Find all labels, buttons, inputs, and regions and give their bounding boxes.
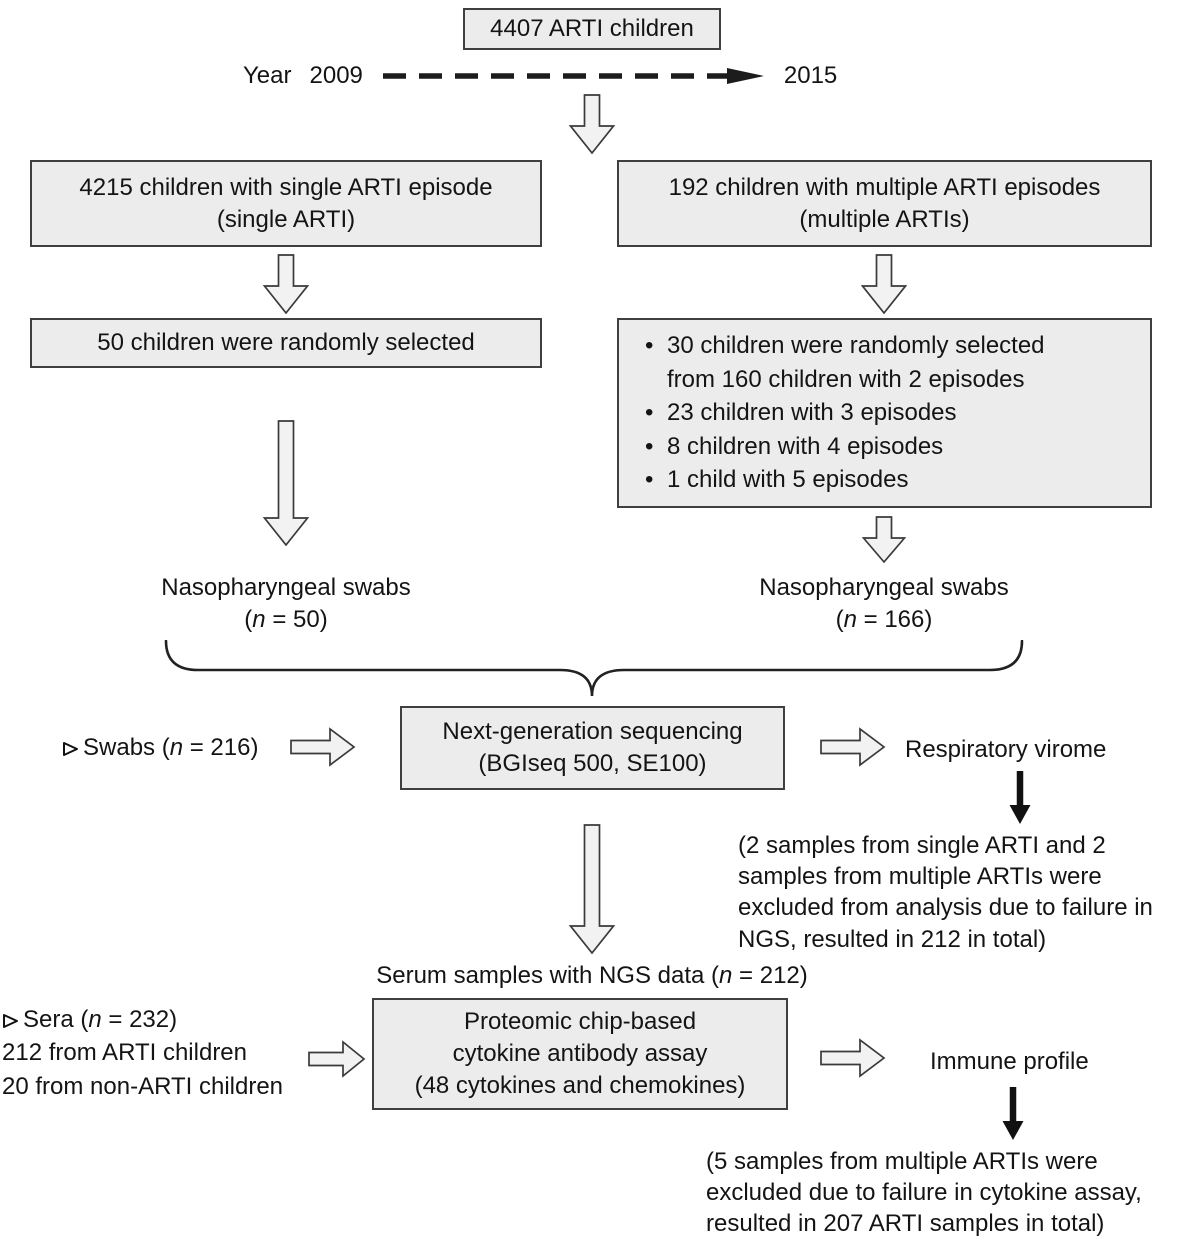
swabs-right-count [704, 604, 1064, 636]
swabs-left-label [106, 572, 466, 635]
single-arti-box [30, 160, 542, 247]
list-item-text: 1 child with 5 episodes [667, 466, 909, 494]
proteomic-line3: (48 cytokines and chemokines) [414, 1071, 746, 1099]
sera-input-line2: 212 from ARTI children [2, 1038, 248, 1066]
text-fragment: Sera ( [23, 1006, 89, 1033]
arrowhead-pointer-icon [62, 739, 80, 759]
sera-input-line1 [2, 1004, 302, 1036]
swabs-right-title: Nasopharyngeal swabs [759, 574, 1009, 601]
right-block-arrow-icon [308, 1040, 366, 1078]
text-fragment: = 166) [856, 605, 933, 633]
text-fragment: n [252, 605, 266, 633]
text-fragment: n [719, 962, 733, 989]
multiple-arti-line1: 192 children with multiple ARTI episodes [668, 173, 1101, 201]
down-block-arrow-icon [263, 254, 309, 314]
curly-brace-icon [164, 640, 1024, 700]
right-block-arrow-icon [290, 727, 356, 767]
single-selected-label: 50 children were randomly selected [97, 329, 475, 357]
right-block-arrow-icon [820, 1038, 886, 1078]
solid-down-arrow-icon [1007, 770, 1033, 826]
swabs-input-text [83, 732, 258, 764]
timeline-start-year: 2009 [309, 62, 363, 89]
proteomic-line1: Proteomic chip-based [463, 1008, 697, 1036]
ngs-line2: (BGIseq 500, SE100) [478, 750, 707, 777]
ngs-exclusion-note: (2 samples from single ARTI and 2 samples from multiple ARTIs were excluded from analysis due to failure in NGS, resulted in 212 in total) [738, 832, 1153, 953]
multiple-selected-box [617, 318, 1152, 508]
text-fragment: Serum samples with NGS data ( [376, 962, 720, 989]
ngs-box [400, 706, 785, 790]
swabs-left-title: Nasopharyngeal swabs [161, 574, 411, 601]
swabs-right-label [704, 572, 1064, 635]
swabs-input-label [62, 732, 258, 764]
single-arti-line2: (single ARTI) [216, 205, 356, 233]
single-selected-box [30, 318, 542, 368]
proteomic-box [372, 998, 788, 1110]
down-block-arrow-icon [569, 824, 615, 954]
sera-input-line3: 20 from non-ARTI children [2, 1072, 284, 1100]
solid-down-arrow-icon [1000, 1086, 1026, 1142]
serum-caption [292, 960, 892, 992]
down-block-arrow-icon [862, 516, 906, 564]
list-item [645, 396, 957, 430]
arti-children-label: 4407 ARTI children [490, 15, 694, 43]
list-item-text: 23 children with 3 episodes [667, 399, 957, 427]
multiple-arti-box [617, 160, 1152, 247]
down-block-arrow-icon [263, 420, 309, 546]
text-fragment: n [843, 605, 857, 633]
bullet-icon: • [645, 332, 654, 360]
list-item-text: 30 children were randomly selected from 160 children with 2 episodes [667, 332, 1045, 393]
sera-input-label [2, 1004, 302, 1104]
proteomic-line2: cytokine antibody assay [452, 1040, 708, 1068]
single-arti-line1: 4215 children with single ARTI episode [79, 173, 493, 201]
text-fragment: = 212) [732, 962, 808, 989]
timeline-end-year: 2015 [783, 62, 838, 89]
swabs-left-count [106, 604, 466, 636]
cytokine-exclusion-note: (5 samples from multiple ARTIs were excluded due to failure in cytokine assay, resulted in 207 ARTI samples in total) [706, 1148, 1142, 1238]
timeline-year-word: Year [243, 62, 292, 89]
list-item [645, 329, 1097, 396]
list-item-text: 8 children with 4 episodes [667, 432, 944, 460]
list-item [645, 430, 943, 464]
down-block-arrow-icon [569, 94, 615, 154]
text-fragment: = 50) [265, 605, 328, 633]
text-fragment: Swabs ( [83, 734, 170, 761]
text-fragment: = 232) [101, 1006, 178, 1033]
multiple-arti-line2: (multiple ARTIs) [799, 205, 970, 233]
timeline [243, 60, 837, 92]
arrowhead-pointer-icon [2, 1011, 20, 1031]
bullet-icon: • [645, 399, 654, 427]
text-fragment: = 216) [183, 734, 259, 761]
bullet-icon: • [645, 466, 654, 494]
bullet-icon: • [645, 432, 654, 460]
text-fragment: ( [244, 605, 253, 633]
arti-children-box [463, 8, 721, 50]
list-item [645, 463, 908, 497]
down-block-arrow-icon [861, 254, 907, 314]
text-fragment: n [88, 1006, 102, 1033]
respiratory-virome-label: Respiratory virome [905, 736, 1107, 763]
dashed-timeline-arrow-icon [381, 67, 766, 85]
text-fragment: ( [835, 605, 844, 633]
right-block-arrow-icon [820, 727, 886, 767]
immune-profile-label: Immune profile [930, 1048, 1089, 1075]
sera-input-text [23, 1004, 177, 1036]
text-fragment: n [169, 734, 184, 761]
ngs-line1: Next-generation sequencing [442, 718, 743, 746]
